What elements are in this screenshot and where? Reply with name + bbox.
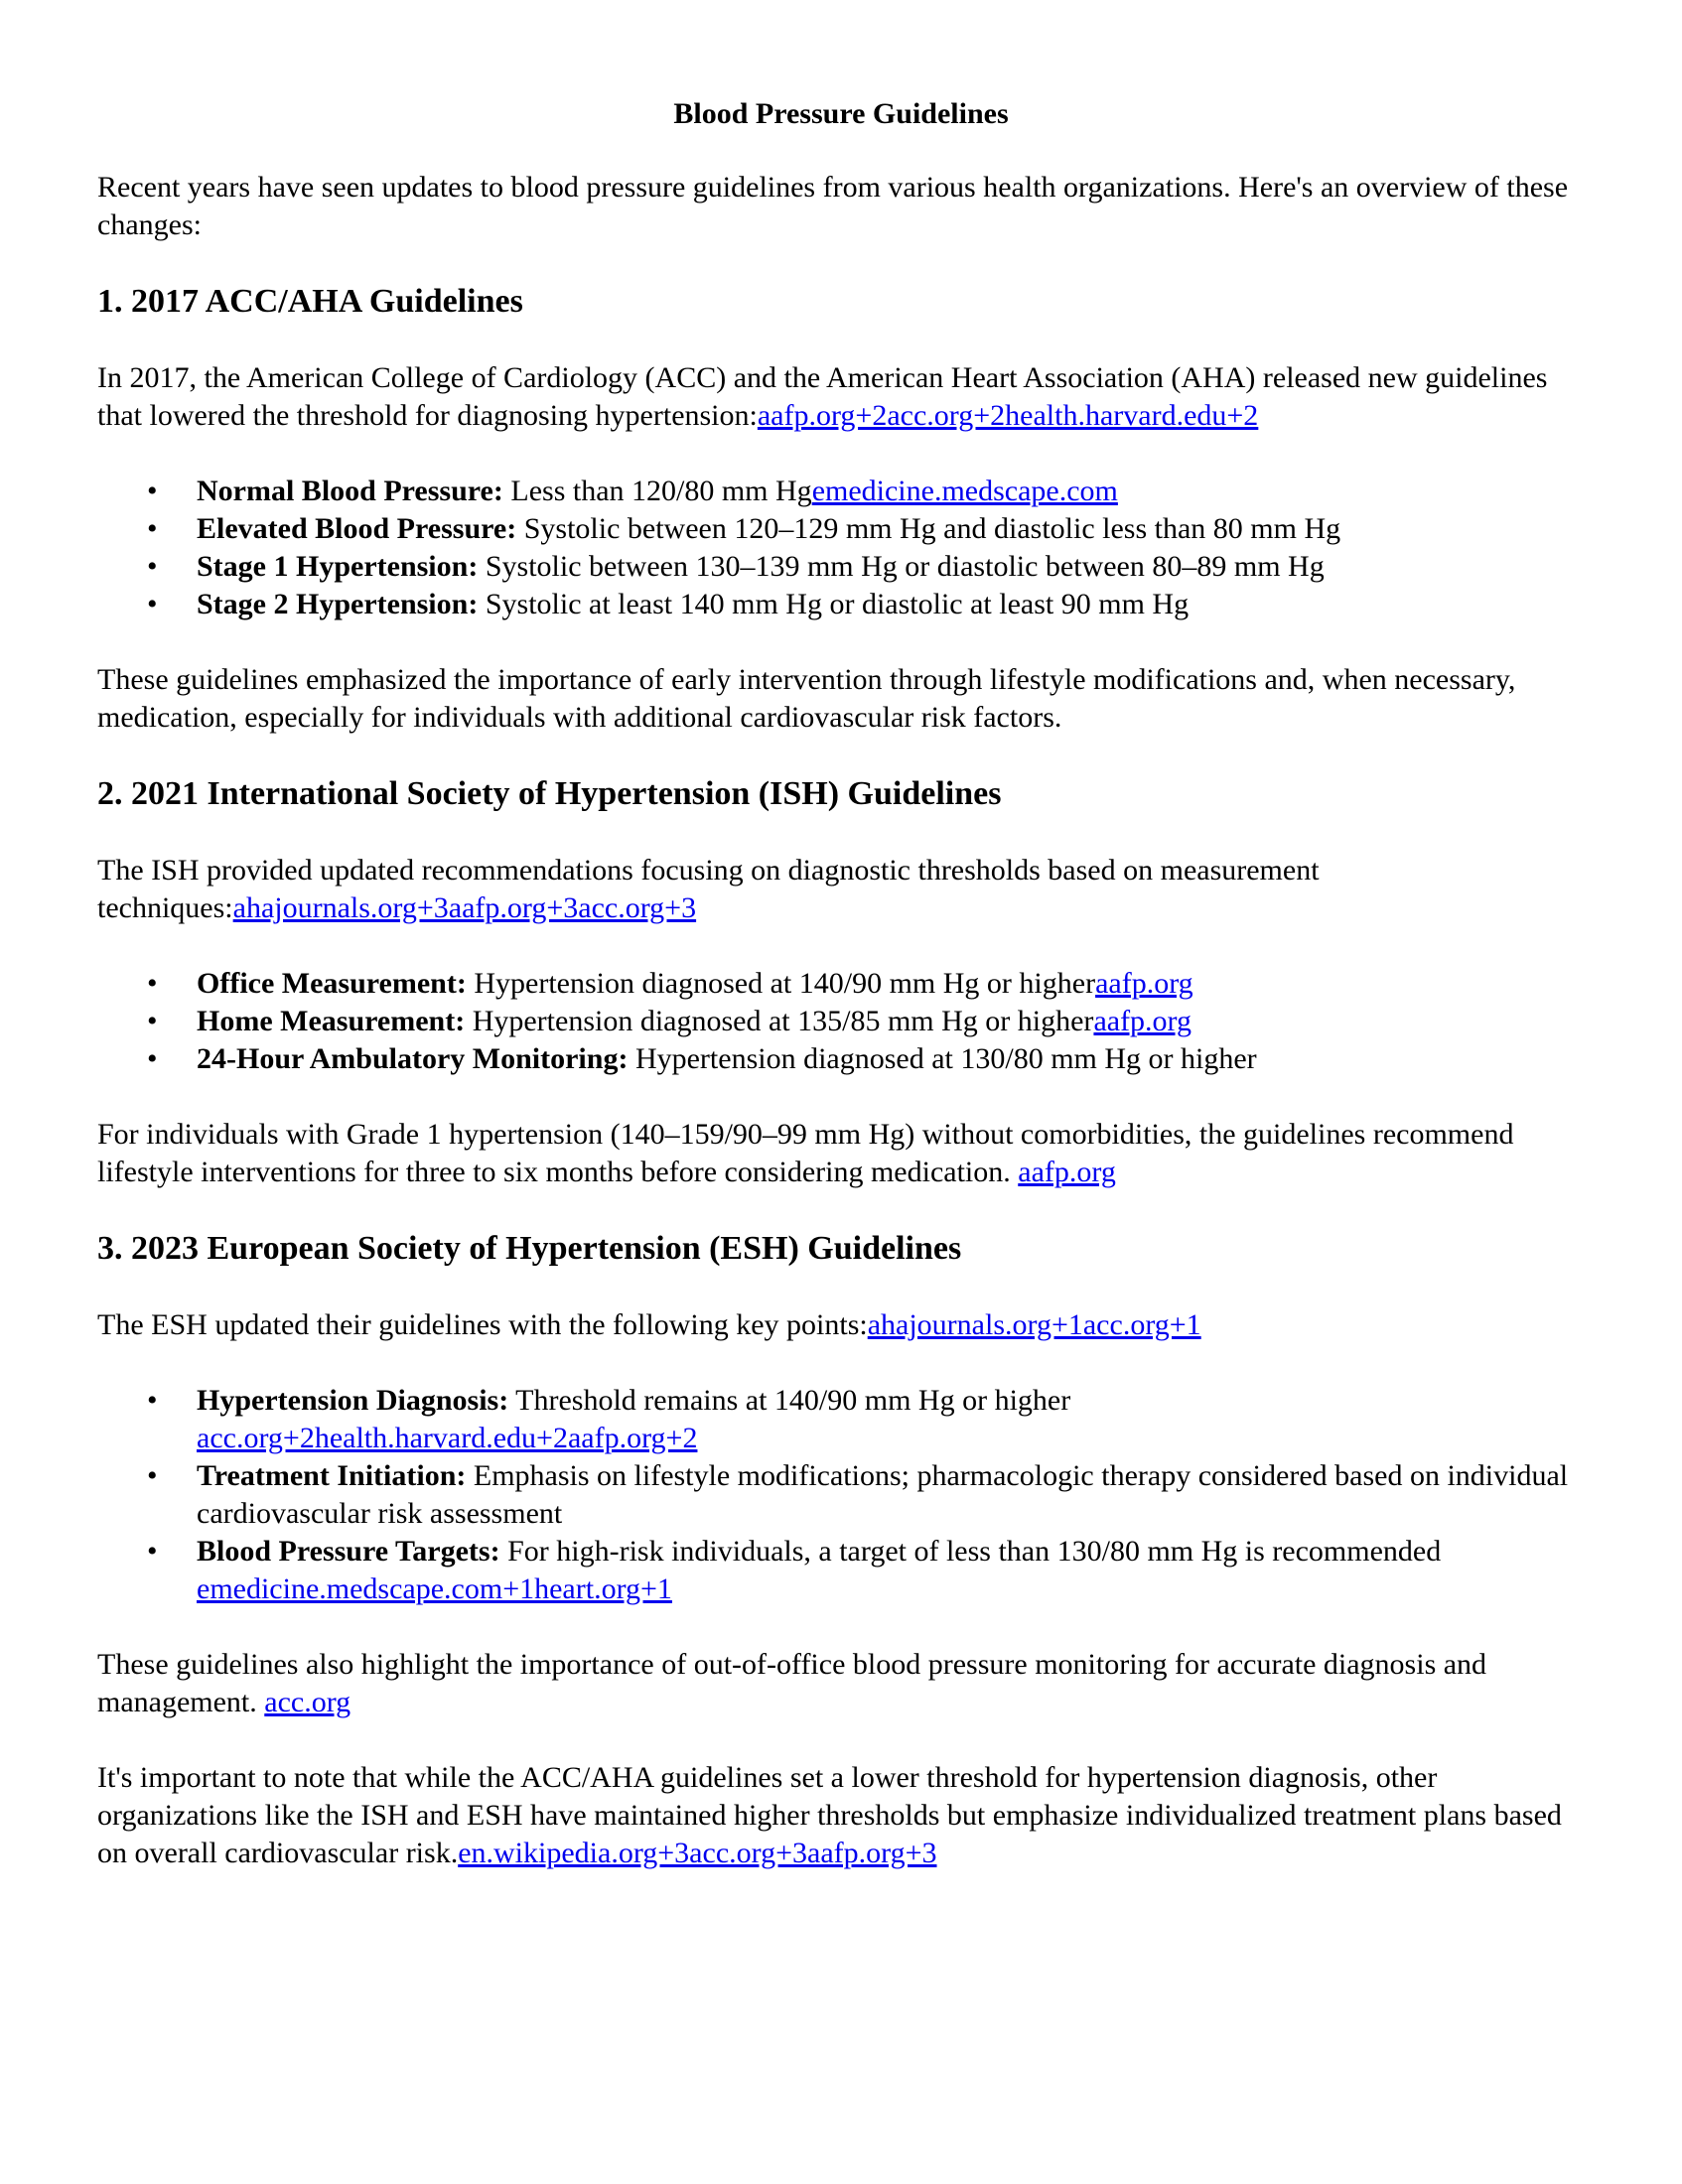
item-text: Hypertension diagnosed at 130/80 mm Hg or higher — [628, 1042, 1257, 1075]
item-text: Threshold remains at 140/90 mm Hg or higher — [508, 1384, 1071, 1417]
section-heading-ish: 2. 2021 International Society of Hypertension (ISH) Guidelines — [97, 775, 1002, 812]
list-item — [197, 1382, 1585, 1457]
section-heading-acc-aha: 1. 2017 ACC/AHA Guidelines — [97, 283, 523, 320]
after-text: These guidelines also highlight the importance of out-of-office blood pressure monitoring for accurate diagnosis and management. — [97, 1648, 1487, 1718]
list-item — [197, 510, 1585, 548]
source-link[interactable]: emedicine.medscape.com+1heart.org+1 — [197, 1572, 672, 1605]
list-item — [197, 548, 1585, 586]
closing-text: It's important to note that while the ACC/AHA guidelines set a lower threshold for hypertension diagnosis, other organizations like the ISH and ESH have maintained higher thresholds but emphasize individualized treatment plans based on overall cardiovascular risk. — [97, 1761, 1562, 1869]
item-label: Stage 1 Hypertension: — [197, 550, 479, 583]
source-link[interactable]: emedicine.medscape.com — [811, 475, 1118, 507]
item-label: Normal Blood Pressure: — [197, 475, 503, 507]
item-text: Emphasis on lifestyle modifications; pharmacologic therapy considered based on individual cardiovascular risk assessment — [197, 1459, 1569, 1530]
source-link[interactable]: aafp.org — [1093, 1005, 1192, 1037]
item-text: Hypertension diagnosed at 135/85 mm Hg or higher — [465, 1005, 1094, 1037]
section-lead-esh — [97, 1306, 1585, 1344]
item-text: Systolic at least 140 mm Hg or diastolic at least 90 mm Hg — [478, 588, 1190, 620]
section-after-ish — [97, 1116, 1585, 1191]
source-link[interactable]: en.wikipedia.org+3acc.org+3aafp.org+3 — [458, 1837, 937, 1869]
list-item — [197, 586, 1585, 623]
item-label: Elevated Blood Pressure: — [197, 512, 517, 545]
section-after-acc-aha: These guidelines emphasized the importance of early intervention through lifestyle modifications and, when necessary, medication, especially for individuals with additional cardiovascular risk factors. — [97, 663, 1516, 734]
item-text: Systolic between 120–129 mm Hg and diastolic less than 80 mm Hg — [516, 512, 1341, 545]
section-heading-esh: 3. 2023 European Society of Hypertension (ESH) Guidelines — [97, 1230, 962, 1267]
lead-text: The ISH provided updated recommendations focusing on diagnostic thresholds based on measurement techniques: — [97, 854, 1320, 924]
intro-paragraph: Recent years have seen updates to blood pressure guidelines from various health organizations. Here's an overview of these changes: — [97, 171, 1569, 241]
item-label: Office Measurement: — [197, 967, 467, 1000]
page-title: Blood Pressure Guidelines — [673, 97, 1009, 130]
source-link[interactable]: aafp.org — [1018, 1156, 1116, 1188]
item-label: Blood Pressure Targets: — [197, 1535, 500, 1568]
item-text: For high-risk individuals, a target of less than 130/80 mm Hg is recommended — [499, 1535, 1442, 1568]
item-text: Systolic between 130–139 mm Hg or diastolic between 80–89 mm Hg — [478, 550, 1325, 583]
list-item — [197, 1040, 1585, 1078]
list-item — [197, 965, 1585, 1003]
section-after-esh — [97, 1646, 1585, 1721]
item-text: Less than 120/80 mm Hg — [502, 475, 812, 507]
source-link[interactable]: aafp.org+2acc.org+2health.harvard.edu+2 — [757, 399, 1259, 432]
item-label: Hypertension Diagnosis: — [197, 1384, 509, 1417]
lead-text: The ESH updated their guidelines with the following key points: — [97, 1308, 868, 1341]
source-link[interactable]: ahajournals.org+1acc.org+1 — [867, 1308, 1201, 1341]
list-item — [197, 1457, 1585, 1533]
section-lead-ish — [97, 852, 1585, 927]
list-item — [197, 1533, 1585, 1608]
lead-text: In 2017, the American College of Cardiology (ACC) and the American Heart Association (AHA) released new guidelines that lowered the threshold for diagnosing hypertension: — [97, 361, 1548, 432]
list-item — [197, 473, 1585, 510]
source-link[interactable]: ahajournals.org+3aafp.org+3acc.org+3 — [232, 891, 697, 924]
item-label: Treatment Initiation: — [197, 1459, 467, 1492]
source-link[interactable]: acc.org — [264, 1686, 351, 1718]
source-link[interactable]: acc.org+2health.harvard.edu+2aafp.org+2 — [197, 1422, 698, 1454]
closing-paragraph — [97, 1759, 1585, 1872]
item-label: Home Measurement: — [197, 1005, 466, 1037]
bullet-list-esh — [97, 1382, 1585, 1608]
source-link[interactable]: aafp.org — [1095, 967, 1193, 1000]
item-label: 24-Hour Ambulatory Monitoring: — [197, 1042, 629, 1075]
item-text: Hypertension diagnosed at 140/90 mm Hg or higher — [466, 967, 1096, 1000]
bullet-list-ish — [97, 965, 1585, 1078]
item-label: Stage 2 Hypertension: — [197, 588, 479, 620]
list-item — [197, 1003, 1585, 1040]
bullet-list-acc-aha — [97, 473, 1585, 623]
after-text: For individuals with Grade 1 hypertension (140–159/90–99 mm Hg) without comorbidities, the guidelines recommend lifestyle interventions for three to six months before considering medication. — [97, 1118, 1514, 1188]
section-lead-acc-aha — [97, 359, 1585, 435]
